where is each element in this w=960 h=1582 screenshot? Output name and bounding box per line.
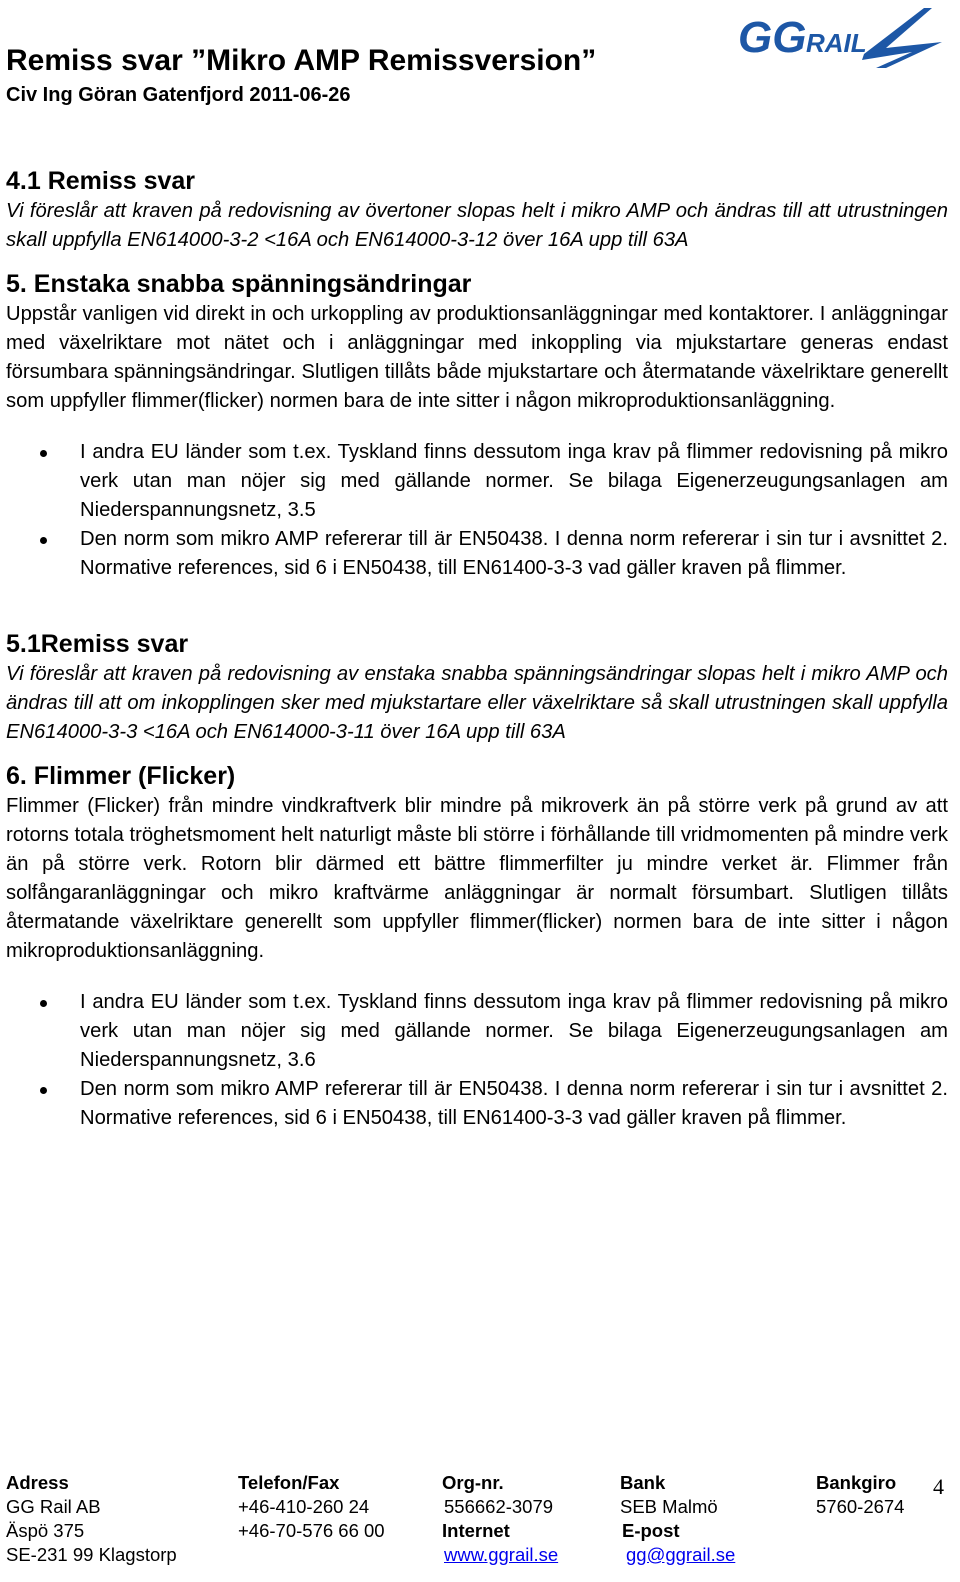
list-item-text: Den norm som mikro AMP refererar till är EN50438. I denna norm refererar i sin tur i avsnittet 2. Normative references, sid 6 i EN50438, till EN61400-3-3 vad gäller kraven på flimmer.: [80, 528, 948, 579]
list-item-text: Den norm som mikro AMP refererar till är EN50438. I denna norm refererar i sin tur i avsnittet 2. Normative references, sid 6 i EN50438, till EN61400-3-3 vad gäller kraven på flimmer.: [80, 1078, 948, 1129]
footer-orgnr: 556662-3079: [444, 1496, 554, 1517]
section-text-4-1: Vi föreslår att kraven på redovisning av övertoner slopas helt i mikro AMP och ändras till att utrustningen skall uppfylla EN614000-3-2 <16A och EN614000-3-12 över 16A upp till 63A: [6, 200, 948, 251]
email-link[interactable]: gg@ggrail.se: [626, 1544, 736, 1565]
svg-text:RAIL: RAIL: [806, 28, 867, 58]
list-item: [6, 988, 948, 1075]
bullet-icon: [40, 537, 47, 544]
document-footer: [0, 1472, 960, 1582]
document-title: Remiss svar ”Mikro AMP Remissversion”: [6, 44, 597, 77]
section-heading-6: 6. Flimmer (Flicker): [6, 762, 236, 790]
list-item: [6, 438, 948, 525]
svg-text:GG: GG: [738, 13, 807, 62]
footer-bank-label: Bank: [620, 1472, 666, 1493]
footer-postal: SE-231 99 Klagstorp: [6, 1544, 177, 1565]
section-heading-4-1: 4.1 Remiss svar: [6, 167, 196, 195]
footer-bankgiro: 5760-2674: [816, 1496, 905, 1517]
footer-orgnr-label: Org-nr.: [442, 1472, 504, 1493]
footer-address-label: Adress: [6, 1472, 69, 1493]
section-text-5: Uppstår vanligen vid direkt in och urkoppling av produktionsanläggningar med kontaktorer. I anläggningar med växelriktare mot nätet och i anläggningar med inkoppling via mjukstartare generas endast försumbara spänningsändringar. Slutligen tillåts både mjukstartare och återmatande växelriktare generellt som uppfyller flimmer(flicker) normen bara de inte sitter i någon mikroproduktionsanläggning.: [6, 303, 948, 412]
bullet-icon: [40, 450, 47, 457]
section-heading-5-1: 5.1Remiss svar: [6, 630, 189, 658]
document-header: [0, 0, 960, 120]
footer-internet-label: Internet: [442, 1520, 510, 1541]
list-item-text: I andra EU länder som t.ex. Tyskland finns dessutom inga krav på flimmer redovisning på mikro verk utan man nöjer sig med gällande normer. Se bilaga Eigenerzeugungsanlagen am Niederspannungsnetz, 3.5: [80, 441, 948, 521]
footer-email-label: E-post: [622, 1520, 680, 1541]
document-subtitle: Civ Ing Göran Gatenfjord 2011-06-26: [6, 84, 351, 106]
footer-phone-label: Telefon/Fax: [238, 1472, 340, 1493]
footer-street: Äspö 375: [6, 1520, 85, 1541]
website-link[interactable]: www.ggrail.se: [444, 1544, 559, 1565]
section-text-6: Flimmer (Flicker) från mindre vindkraftverk blir mindre på mikroverk än på större verk på grund av att rotorns totala tröghetsmoment helt naturligt måste bli större i förhållande till vridmomenten på mindre verk än på större verk. Rotorn blir därmed ett bättre flimmerfilter ju mindre verket är. Flimmer från solfångaranläggningar och mikro kraftvärme anläggningar är normalt försumbart. Slutligen tillåts återmatande växelriktare generellt som uppfyller flimmer(flicker) normen bara de inte sitter i någon mikroproduktionsanläggning.: [6, 795, 948, 962]
footer-mobile: +46-70-576 66 00: [238, 1520, 385, 1541]
bullet-icon: [40, 1087, 47, 1094]
footer-phone: +46-410-260 24: [238, 1496, 370, 1517]
section-heading-5: 5. Enstaka snabba spänningsändringar: [6, 270, 472, 298]
list-item: [6, 525, 948, 583]
bullet-list-5: [6, 438, 948, 583]
footer-bank: SEB Malmö: [620, 1496, 718, 1517]
list-item: [6, 1075, 948, 1133]
list-item-text: I andra EU länder som t.ex. Tyskland finns dessutom inga krav på flimmer redovisning på mikro verk utan man nöjer sig med gällande normer. Se bilaga Eigenerzeugungsanlagen am Niederspannungsnetz, 3.6: [80, 991, 948, 1071]
document-body: [6, 166, 948, 1133]
ggrail-logo: [736, 2, 950, 72]
page-number: 4: [933, 1474, 944, 1499]
bullet-list-6: [6, 988, 948, 1133]
footer-bankgiro-label: Bankgiro: [816, 1472, 897, 1493]
section-text-5-1: Vi föreslår att kraven på redovisning av enstaka snabba spänningsändringar slopas helt i mikro AMP och ändras till att om inkopplingen sker med mjukstartare eller växelriktare så skall utrustningen skall uppfylla EN614000-3-3 <16A och EN614000-3-11 över 16A upp till 63A: [6, 663, 948, 743]
footer-company: GG Rail AB: [6, 1496, 101, 1517]
bullet-icon: [40, 1000, 47, 1007]
